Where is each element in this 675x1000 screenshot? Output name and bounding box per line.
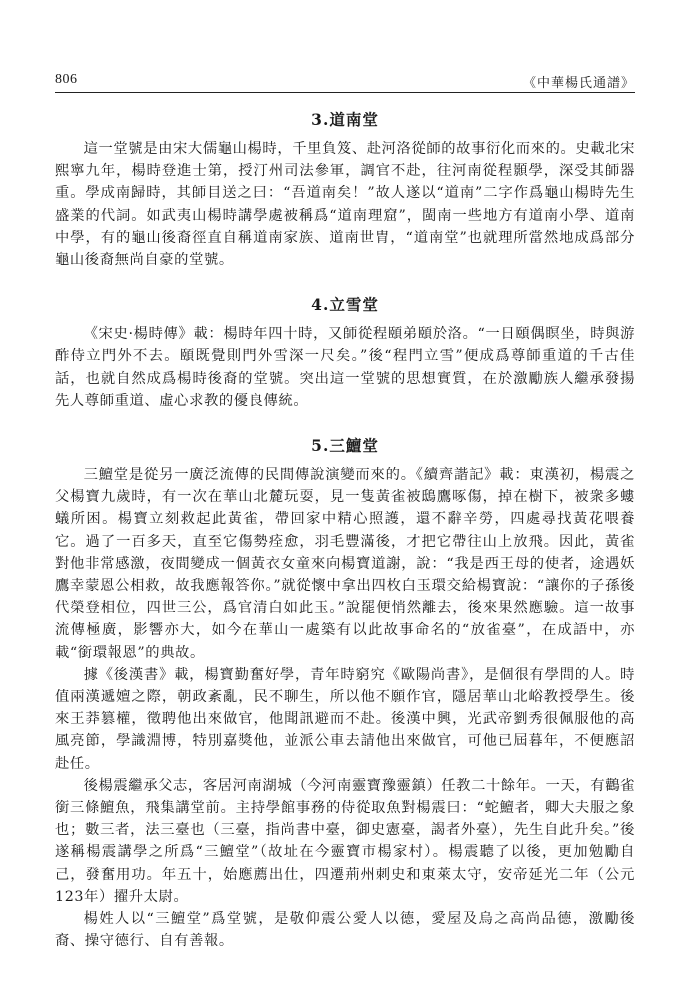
section-sanzhan-hall xyxy=(55,434,635,952)
section-heading: 3.道南堂 xyxy=(311,110,379,129)
page-number: 806 xyxy=(55,72,78,87)
paragraph: 《宋史·楊時傳》載：楊時年四十時，又師從程頤弟頤於洛。“一日頤偶瞑坐，時與游酢侍立門外不去。頤既覺則門外雪深一尺矣。”後“程門立雪”便成爲尊師重道的千古佳話，也就自然成爲楊時後裔的堂號。突出這一堂號的思想實質，在於激勵族人繼承發揚先人尊師重道、虛心求教的優良傳統。 xyxy=(55,326,635,409)
page-content xyxy=(55,108,635,953)
book-title: 《中華楊氏通譜》 xyxy=(522,76,635,91)
paragraph: 這一堂號是由宋大儒龜山楊時，千里負笈、赴河洛從師的故事衍化而來的。史載北宋熙寧九年，楊時登進士第，授汀州司法參軍，調官不赴，往河南從程顥學，深受其師器重。學成南歸時，其師目送之曰：“吾道南矣！”故人遂以“道南”二字作爲龜山楊時先生盛業的代詞。如武夷山楊時講學處被稱爲“道南理窟”，閩南一些地方有道南小學、道南中學，有的龜山後裔徑直自稱道南家族、道南世胄，“道南堂”也就理所當然地成爲部分龜山後裔無尚自豪的堂號。 xyxy=(55,141,635,269)
paragraph: 三鱣堂是從另一廣泛流傳的民間傳說演變而來的。《續齊諧記》載：東漢初，楊震之父楊寶九歲時，有一次在華山北麓玩耍，見一隻黃雀被鴟鷹啄傷，掉在樹下，被衆多螻蟻所困。楊寶立刻救起此黃雀，帶回家中精心照護，還不辭辛勞，四處尋找黃花喂養它。過了一百多天，直至它傷勢痊愈，羽毛豐滿後，才把它帶往山上放飛。因此，黃雀對他非常感激，夜間變成一個黃衣女童來向楊寶道謝，說：“我是西王母的使者，途遇妖鷹幸蒙恩公相救，故我應報答你。”就從懷中拿出四枚白玉環交給楊寶說：“讓你的子孫後代榮登相位，四世三公，爲官清白如此玉。”說罷便悄然離去，後來果然應驗。這一故事流傳極廣，影響亦大，如今在華山一處築有以此故事命名的“放雀臺”，在成語中，亦載“銜環報恩”的典故。 xyxy=(55,467,635,661)
paragraph: 據《後漢書》載，楊寶勤奮好學，青年時窮究《歐陽尚書》，是個很有學問的人。時值兩漢遞嬗之際，朝政紊亂，民不聊生，所以他不願作官，隱居華山北峪教授學生。後來王莽篡權，徵聘他出來做官，他聞訊避而不赴。後漢中興，光武帝劉秀很佩服他的高風亮節，學識淵博，特別嘉獎他，並派公車去請他出來做官，可他已屆暮年，不便應詔赴任。 xyxy=(55,666,635,772)
paragraph: 後楊震繼承父志，客居河南湖城（今河南靈寶豫靈鎮）任教二十餘年。一天，有鸛雀銜三條鱣魚，飛集講堂前。主持學館事務的侍從取魚對楊震曰：“蛇鱣者，卿大夫服之象也；數三者，法三臺也（三臺，指尚書中臺，御史憲臺，謁者外臺），先生自此升矣。”後遂稱楊震講學之所爲“三鱣堂”（故址在今靈寶市楊家村）。楊震聽了以後，更加勉勵自己，發奮用功。年五十，始應薦出仕，四遷荊州刺史和東萊太守，安帝延光二年（公元123年）擢升太尉。 xyxy=(55,777,635,905)
section-heading: 5.三鱣堂 xyxy=(311,436,379,456)
section-heading: 4.立雪堂 xyxy=(311,295,379,315)
paragraph: 楊姓人以“三鱣堂”爲堂號，是敬仰震公愛人以德，愛屋及烏之高尚品德，激勵後裔、操守德行、自有善報。 xyxy=(55,911,635,950)
section-lixue-hall xyxy=(55,293,635,412)
page-header xyxy=(55,70,635,93)
section-daonan-hall xyxy=(55,108,635,271)
